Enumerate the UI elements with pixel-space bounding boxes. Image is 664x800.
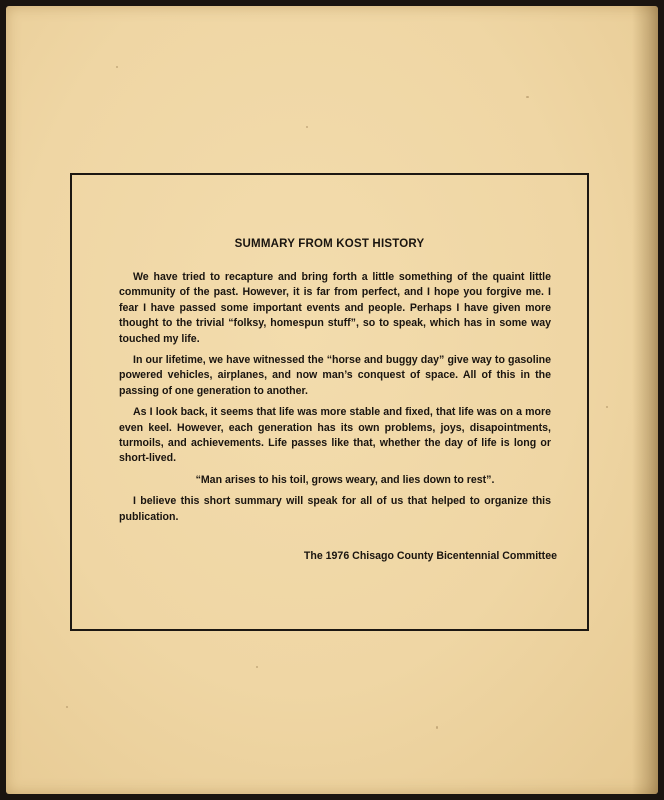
paragraph-1: We have tried to recapture and bring forth a little something of the quaint little community of the past. However, it is far from perfect, and I hope you forgive me. I fear I have passed some important events and people. Perhaps I have given more thought to the trivial “folksy, homespun stuff”, so to speak, which has in some way touched my life. [119,271,551,345]
paragraph-2: In our lifetime, we have witnessed the “horse and buggy day” give way to gasoline powered vehicles, airplanes, and now man’s conquest of space. All of this in the passing of one generation to another. [119,354,551,397]
closing-paragraph: I believe this short summary will speak for all of us that helped to organize this publication. [119,495,551,523]
book-spine-edge [632,6,658,794]
page-title: SUMMARY FROM KOST HISTORY [234,238,425,250]
quote: “Man arises to his toil, grows weary, and lies down to rest”. [195,473,495,486]
paragraph-3: As I look back, it seems that life was more stable and fixed, that life was on a more even keel. However, each generation has its own problems, joys, disapointments, turmoils, and achievements. Life passes like that, whether the day of life is long or short-lived. [119,406,551,465]
summary-body [119,270,551,531]
book-back-cover [6,6,658,794]
summary-frame [70,173,589,631]
signature: The 1976 Chisago County Bicentennial Committee [303,550,557,562]
